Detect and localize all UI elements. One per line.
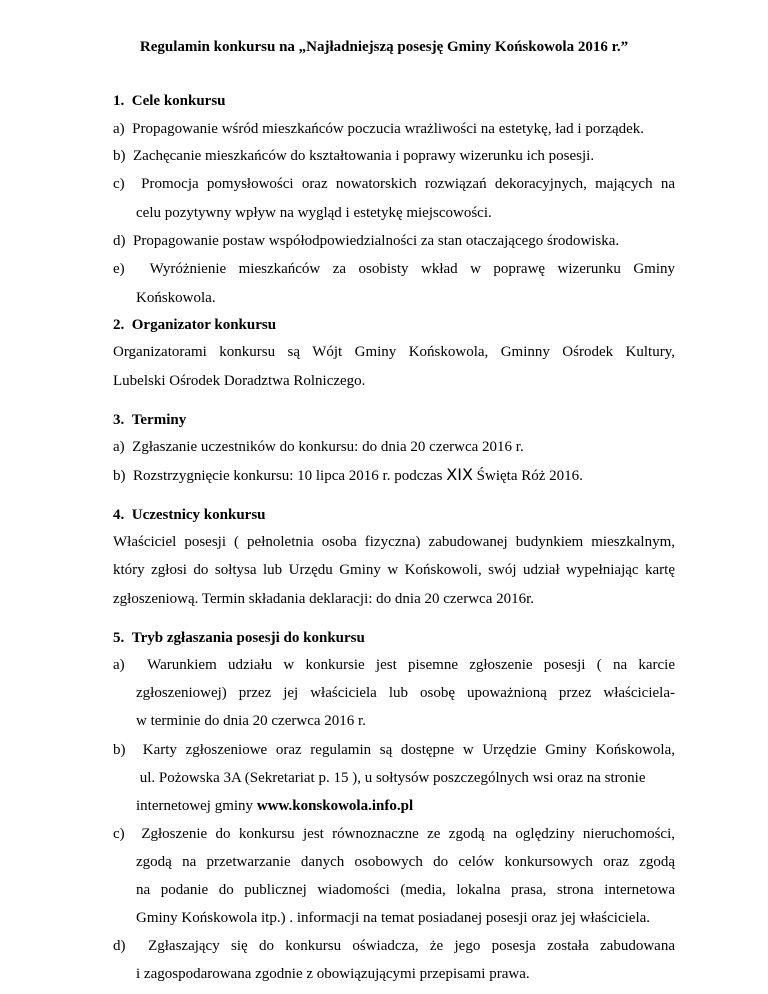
- s1-item-c-line1: c) Promocja pomysłowości oraz nowatorskich rozwiązań dekoracyjnych, mających na: [113, 176, 675, 192]
- s2-paragraph-line2: Lubelski Ośrodek Doradztwa Rolniczego.: [113, 373, 366, 389]
- s2-paragraph-line1: Organizatorami konkursu są Wójt Gminy Końskowola, Gminny Ośrodek Kultury,: [113, 344, 675, 360]
- s3-item-b-post: Święta Róż 2016.: [472, 468, 583, 484]
- s1-item-c-line2: celu pozytywny wpływ na wygląd i estetykę miejscowości.: [136, 205, 492, 221]
- website-link[interactable]: www.konskowola.info.pl: [256, 798, 414, 814]
- section-5-heading: 5. Tryb zgłaszania posesji do konkursu: [113, 630, 365, 646]
- s4-paragraph-line2: który zgłosi do sołtysa lub Urzędu Gminy w Końskowoli, swój udział wypełniając kartę: [113, 562, 675, 578]
- s5-item-a-line1: a) Warunkiem udziału w konkursie jest pisemne zgłoszenie posesji ( na karcie: [113, 657, 675, 673]
- section-4-heading: 4. Uczestnicy konkursu: [113, 507, 266, 523]
- s3-item-a: a) Zgłaszanie uczestników do konkursu: do dnia 20 czerwca 2016 r.: [113, 439, 524, 455]
- s5-item-c-line1: c) Zgłoszenie do konkursu jest równoznaczne ze zgodą na oględziny nieruchomości,: [113, 826, 675, 842]
- s1-item-a: a) Propagowanie wśród mieszkańców poczucia wrażliwości na estetykę, ład i porządek.: [113, 121, 645, 137]
- s5-item-b-line3-text: internetowej gminy: [136, 798, 257, 814]
- s4-paragraph-line1: Właściciel posesji ( pełnoletnia osoba fizyczna) zabudowanej budynkiem mieszkalnym,: [113, 534, 675, 550]
- s5-item-a-line2: zgłoszeniowej) przez jej właściciela lub osobę upoważnioną przez właściciela-: [136, 685, 675, 701]
- s1-item-b: b) Zachęcanie mieszkańców do kształtowania i poprawy wizerunku ich posesji.: [113, 148, 595, 164]
- s3-item-b: [113, 466, 583, 485]
- s3-item-b-pre: b) Rozstrzygnięcie konkursu: 10 lipca 2016 r. podczas: [113, 468, 447, 484]
- s4-paragraph-line3: zgłoszeniową. Termin składania deklaracji: do dnia 20 czerwca 2016r.: [113, 591, 535, 607]
- s5-item-c-line2: zgodą na przetwarzanie danych osobowych do celów konkursowych oraz zgodą: [136, 854, 675, 870]
- section-3-heading: 3. Terminy: [113, 412, 187, 428]
- s1-item-d: d) Propagowanie postaw współodpowiedzialności za stan otaczającego środowiska.: [113, 233, 620, 249]
- roman-numeral: XIX: [446, 465, 473, 484]
- section-1-heading: 1. Cele konkursu: [113, 93, 226, 109]
- s5-item-b-line3: [136, 797, 413, 815]
- document-title: Regulamin konkursu na „Najładniejszą posesję Gminy Końskowola 2016 r.”: [139, 39, 629, 55]
- s1-item-e-line1: e) Wyróżnienie mieszkańców za osobisty wkład w poprawę wizerunku Gminy: [113, 261, 675, 277]
- s1-item-e-line2: Końskowola.: [136, 290, 216, 306]
- s5-item-c-line4: Gminy Końskowola itp.) . informacji na temat posiadanej posesji oraz jej właściciela.: [136, 910, 651, 926]
- s5-item-a-line3: w terminie do dnia 20 czerwca 2016 r.: [136, 713, 366, 729]
- s5-item-d-line2: i zagospodarowana zgodnie z obowiązującymi przepisami prawa.: [136, 966, 530, 982]
- s5-item-b-line1: b) Karty zgłoszeniowe oraz regulamin są dostępne w Urzędzie Gminy Końskowola,: [113, 742, 675, 758]
- s5-item-b-line2: ul. Pożowska 3A (Sekretariat p. 15 ), u sołtysów poszczególnych wsi oraz na stronie: [136, 770, 646, 786]
- section-2-heading: 2. Organizator konkursu: [113, 317, 277, 333]
- s5-item-d-line1: d) Zgłaszający się do konkursu oświadcza, że jego posesja została zabudowana: [113, 938, 675, 954]
- s5-item-c-line3: na podanie do publicznej wiadomości (media, lokalna prasa, strona internetowa: [136, 882, 675, 898]
